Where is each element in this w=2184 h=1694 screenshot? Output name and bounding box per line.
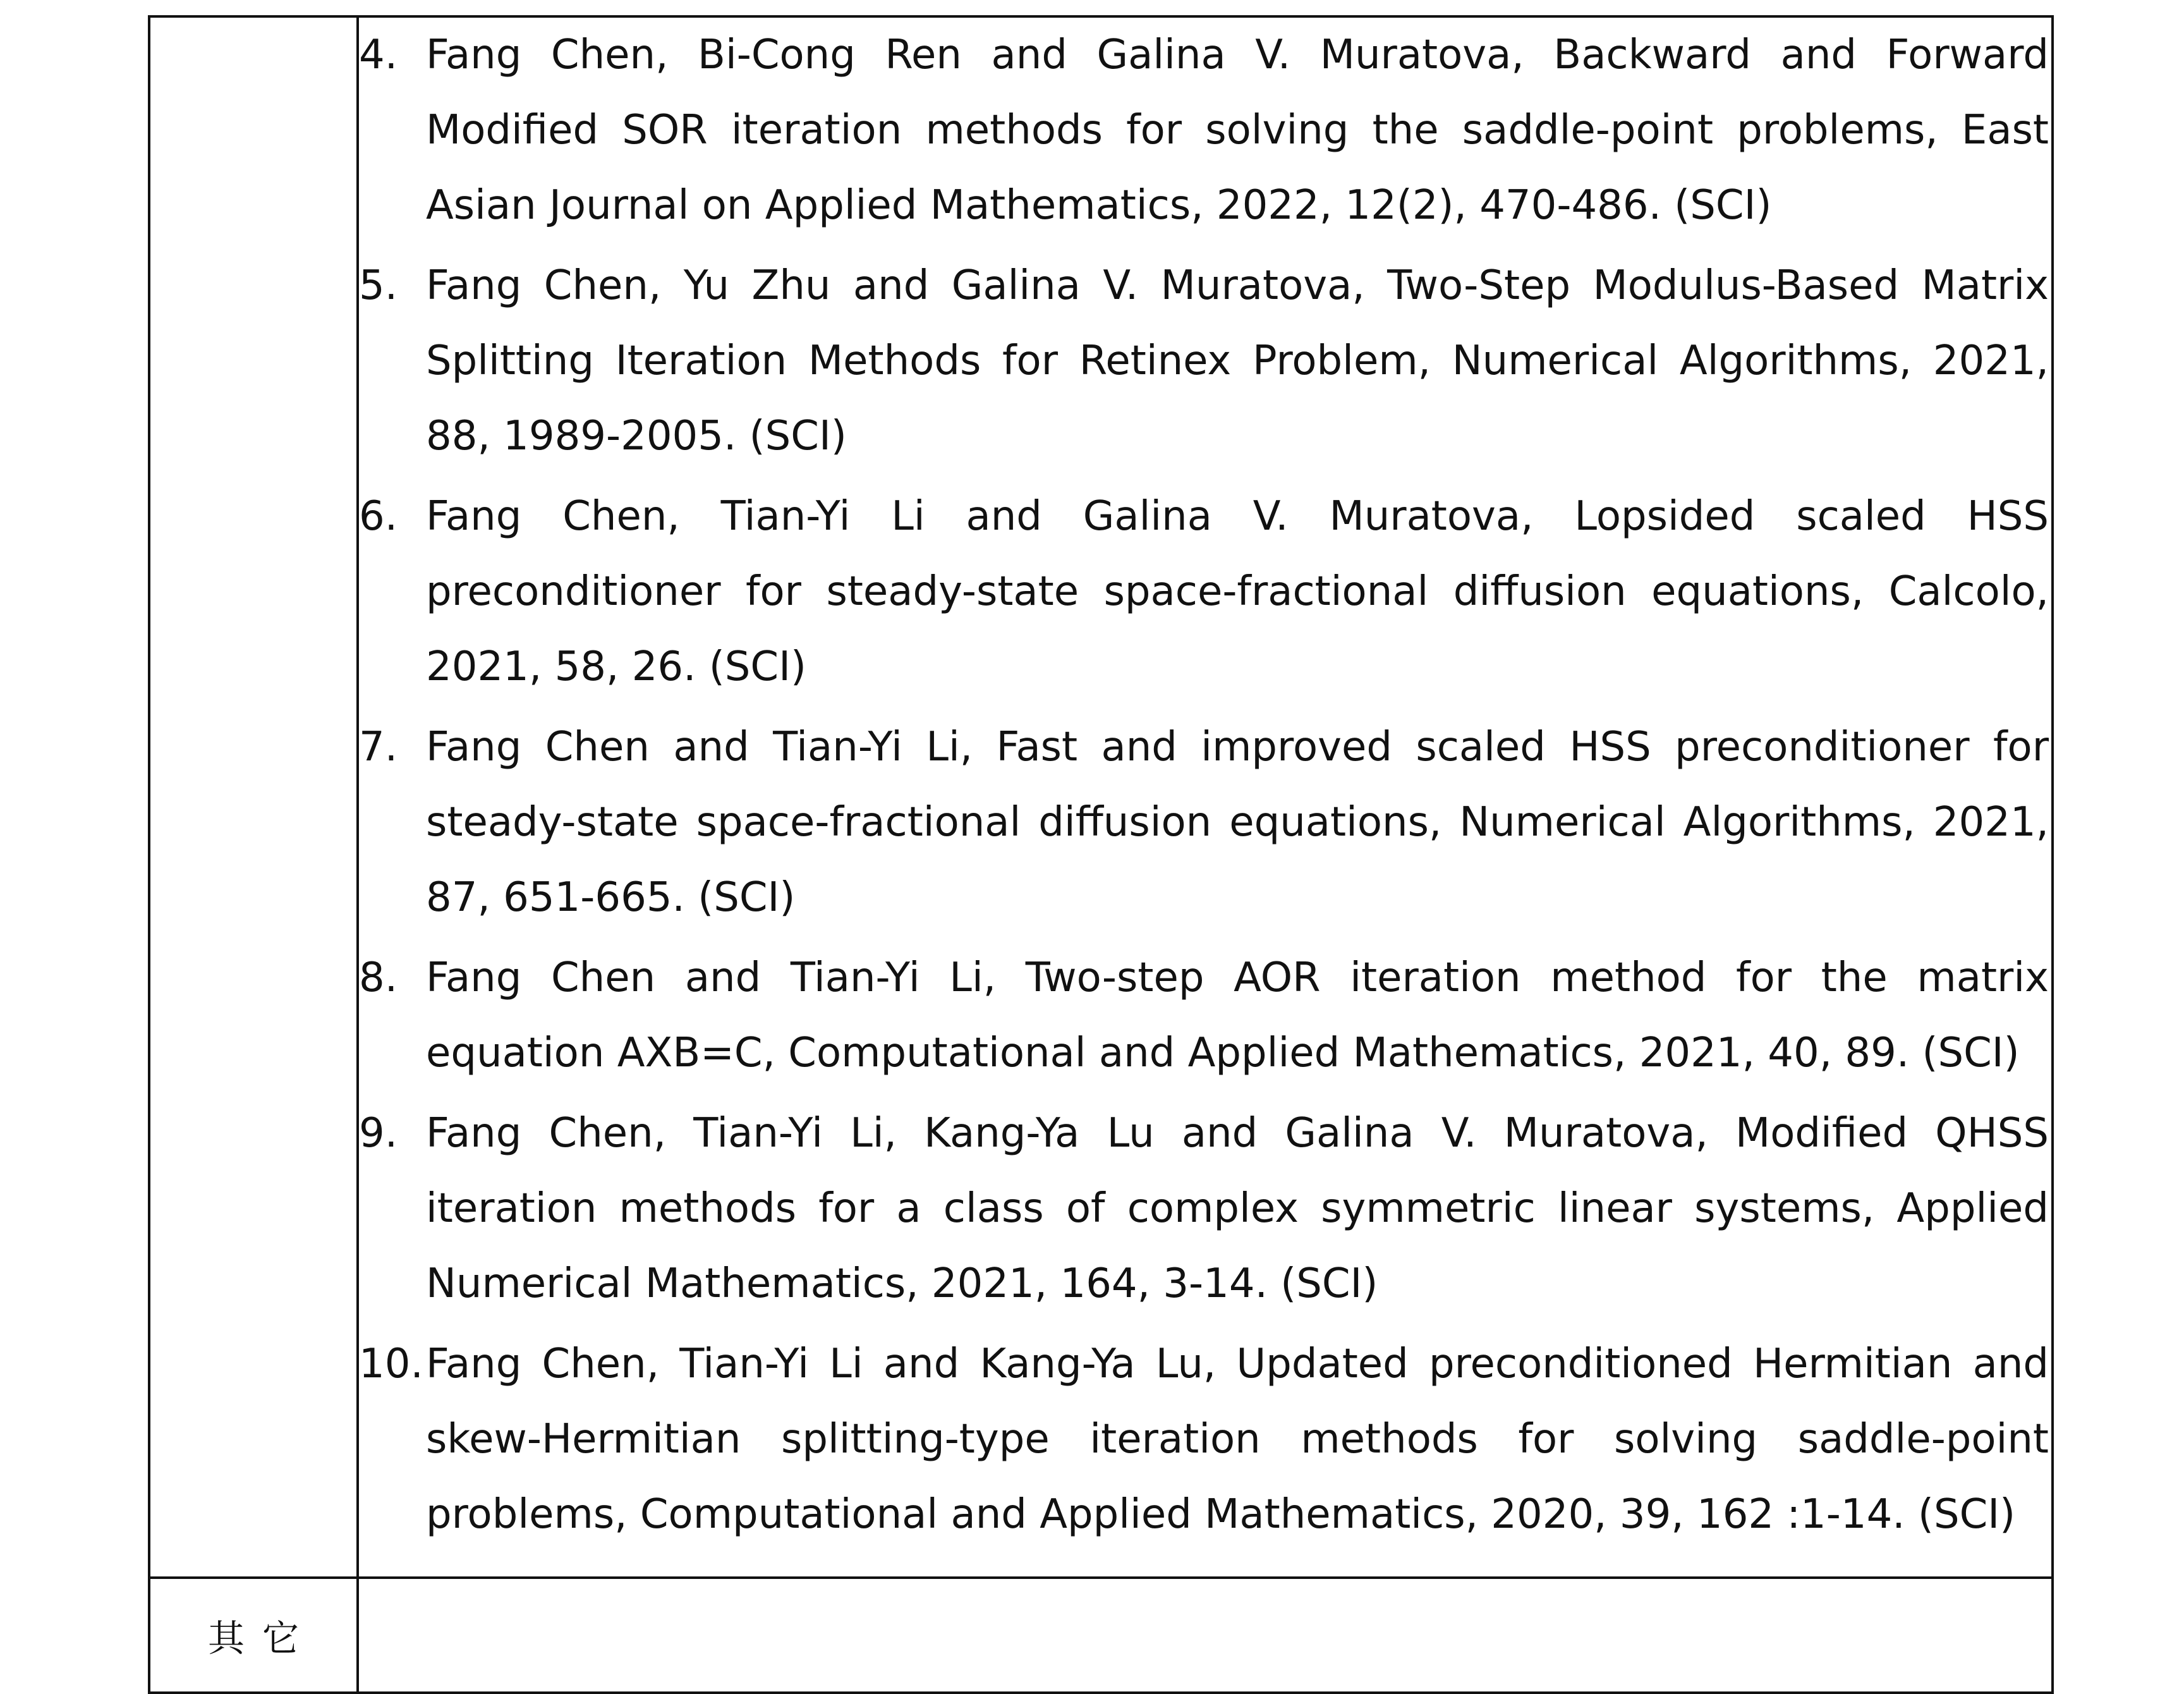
other-content-cell: [358, 1578, 2053, 1693]
publication-item: [359, 941, 2051, 1091]
publication-text: Fang Chen, Yu Zhu and Galina V. Muratova, Two-Step Modulus-Based Matrix Splitting Iteration Methods for Retinex Problem, Numerical Algorithms, 2021, 88, 1989-2005. (SCI): [426, 262, 2049, 460]
other-content: [359, 1579, 2051, 1691]
publication-item: [359, 1096, 2051, 1322]
publication-number: 10.: [359, 1341, 423, 1387]
publication-number: 9.: [359, 1110, 398, 1157]
publication-number: 6.: [359, 493, 398, 540]
resume-table: [148, 15, 2054, 1694]
publication-item: [359, 1327, 2051, 1552]
publication-number: 4.: [359, 32, 398, 78]
publication-item: [359, 248, 2051, 474]
publications-row: [149, 16, 2053, 1578]
publication-number: 8.: [359, 954, 398, 1001]
publication-number: 7.: [359, 724, 398, 771]
publication-text: Fang Chen, Tian-Yi Li and Kang-Ya Lu, Updated preconditioned Hermitian and skew-Hermitian splitting-type iteration methods for solving saddle-point problems, Computational and Applied Mathematics, 2020, 39, 162 :1-14. (SCI): [426, 1341, 2049, 1538]
publication-text: Fang Chen and Tian-Yi Li, Two-step AOR iteration method for the matrix equation AXB=C, Computational and Applied Mathematics, 2021, 40, 89. (SCI): [426, 954, 2049, 1076]
publication-item: [359, 710, 2051, 935]
other-label: 其它: [149, 1578, 358, 1693]
publication-text: Fang Chen, Tian-Yi Li and Galina V. Muratova, Lopsided scaled HSS preconditioner for steady-state space-fractional diffusion equations, Calcolo, 2021, 58, 26. (SCI): [426, 493, 2049, 690]
other-row: [149, 1578, 2053, 1693]
publications-label-cell: [149, 16, 358, 1578]
publication-text: Fang Chen and Tian-Yi Li, Fast and improved scaled HSS preconditioner for steady-state space-fractional diffusion equations, Numerical Algorithms, 2021, 87, 651-665. (SCI): [426, 724, 2049, 921]
publication-text: Fang Chen, Bi-Cong Ren and Galina V. Muratova, Backward and Forward Modified SOR iteration methods for solving the saddle-point problems, East Asian Journal on Applied Mathematics, 2022, 12(2), 470-486. (SCI): [426, 32, 2049, 229]
publication-item: [359, 479, 2051, 705]
publications-cell: [358, 16, 2053, 1578]
publication-text: Fang Chen, Tian-Yi Li, Kang-Ya Lu and Galina V. Muratova, Modified QHSS iteration methods for a class of complex symmetric linear systems, Applied Numerical Mathematics, 2021, 164, 3-14. (SCI): [426, 1110, 2049, 1307]
publication-item: [359, 18, 2051, 243]
publication-number: 5.: [359, 262, 398, 309]
publication-list: [359, 18, 2051, 1552]
